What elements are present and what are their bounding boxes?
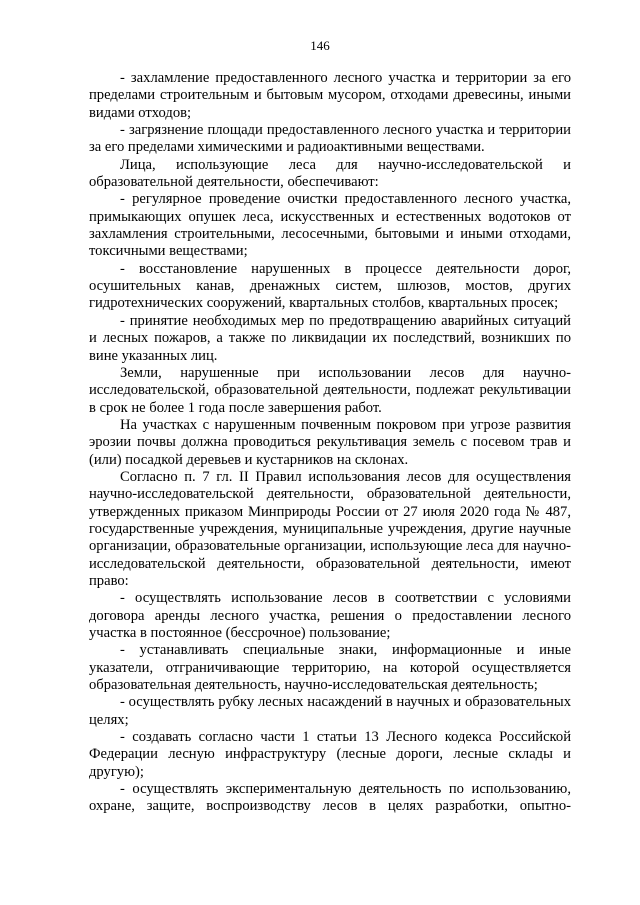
paragraph: Согласно п. 7 гл. II Правил использования лесов для осуществления научно-исследовательской деятельности, образовательной деятельности, утвержденных приказом Минприроды России от 27 июля 2020 года № 487, государственные учреждения, муниципальные учреждения, другие научные организации, образовательные организации, использующие леса для научно-исследовательской деятельности, образовательной деятельности, имеют право:	[89, 468, 571, 589]
document-body	[89, 70, 571, 816]
paragraph: - загрязнение площади предоставленного лесного участка и территории за его пределами химическими и радиоактивными веществами.	[89, 122, 571, 156]
paragraph: - осуществлять экспериментальную деятельность по использованию, охране, защите, воспроизводству лесов в целях разработки, опытно-	[89, 781, 571, 815]
paragraph: Лица, использующие леса для научно-исследовательской и образовательной деятельности, обеспечивают:	[89, 156, 571, 191]
paragraph: - принятие необходимых мер по предотвращению аварийных ситуаций и лесных пожаров, а также по ликвидации их последствий, возникших по вине указанных лиц.	[89, 312, 571, 364]
paragraph: - осуществлять использование лесов в соответствии с условиями договора аренды лесного участка, решения о предоставлении лесного участка в постоянное (бессрочное) пользование;	[89, 590, 571, 641]
paragraph: - создавать согласно части 1 статьи 13 Лесного кодекса Российской Федерации лесную инфраструктуру (лесные дороги, лесные склады и другую);	[89, 729, 571, 780]
paragraph: Земли, нарушенные при использовании лесов для научно-исследовательской, образовательной деятельности, подлежат рекультивации в срок не более 1 года после завершения работ.	[89, 364, 571, 416]
paragraph: - регулярное проведение очистки предоставленного лесного участка, примыкающих опушек леса, искусственных и естественных водотоков от захламления строительными, лесосечными, бытовыми и иными отходами, токсичными веществами;	[89, 191, 571, 260]
paragraph: - восстановление нарушенных в процессе деятельности дорог, осушительных канав, дренажных систем, шлюзов, мостов, других гидротехнических сооружений, квартальных столбов, квартальных просек;	[89, 260, 571, 312]
paragraph: - захламление предоставленного лесного участка и территории за его пределами строительным и бытовым мусором, отходами древесины, иными видами отходов;	[89, 70, 571, 121]
paragraph: На участках с нарушенным почвенным покровом при угрозе развития эрозии почвы должна проводиться рекультивация земель с посевом трав и (или) посадкой деревьев и кустарников на склонах.	[89, 416, 571, 468]
page-number: 146	[310, 38, 330, 53]
paragraph: - устанавливать специальные знаки, информационные и иные указатели, отграничивающие территорию, на которой осуществляется образовательная деятельность, научно-исследовательская деятельность;	[89, 642, 571, 694]
paragraph: - осуществлять рубку лесных насаждений в научных и образовательных целях;	[89, 694, 571, 728]
